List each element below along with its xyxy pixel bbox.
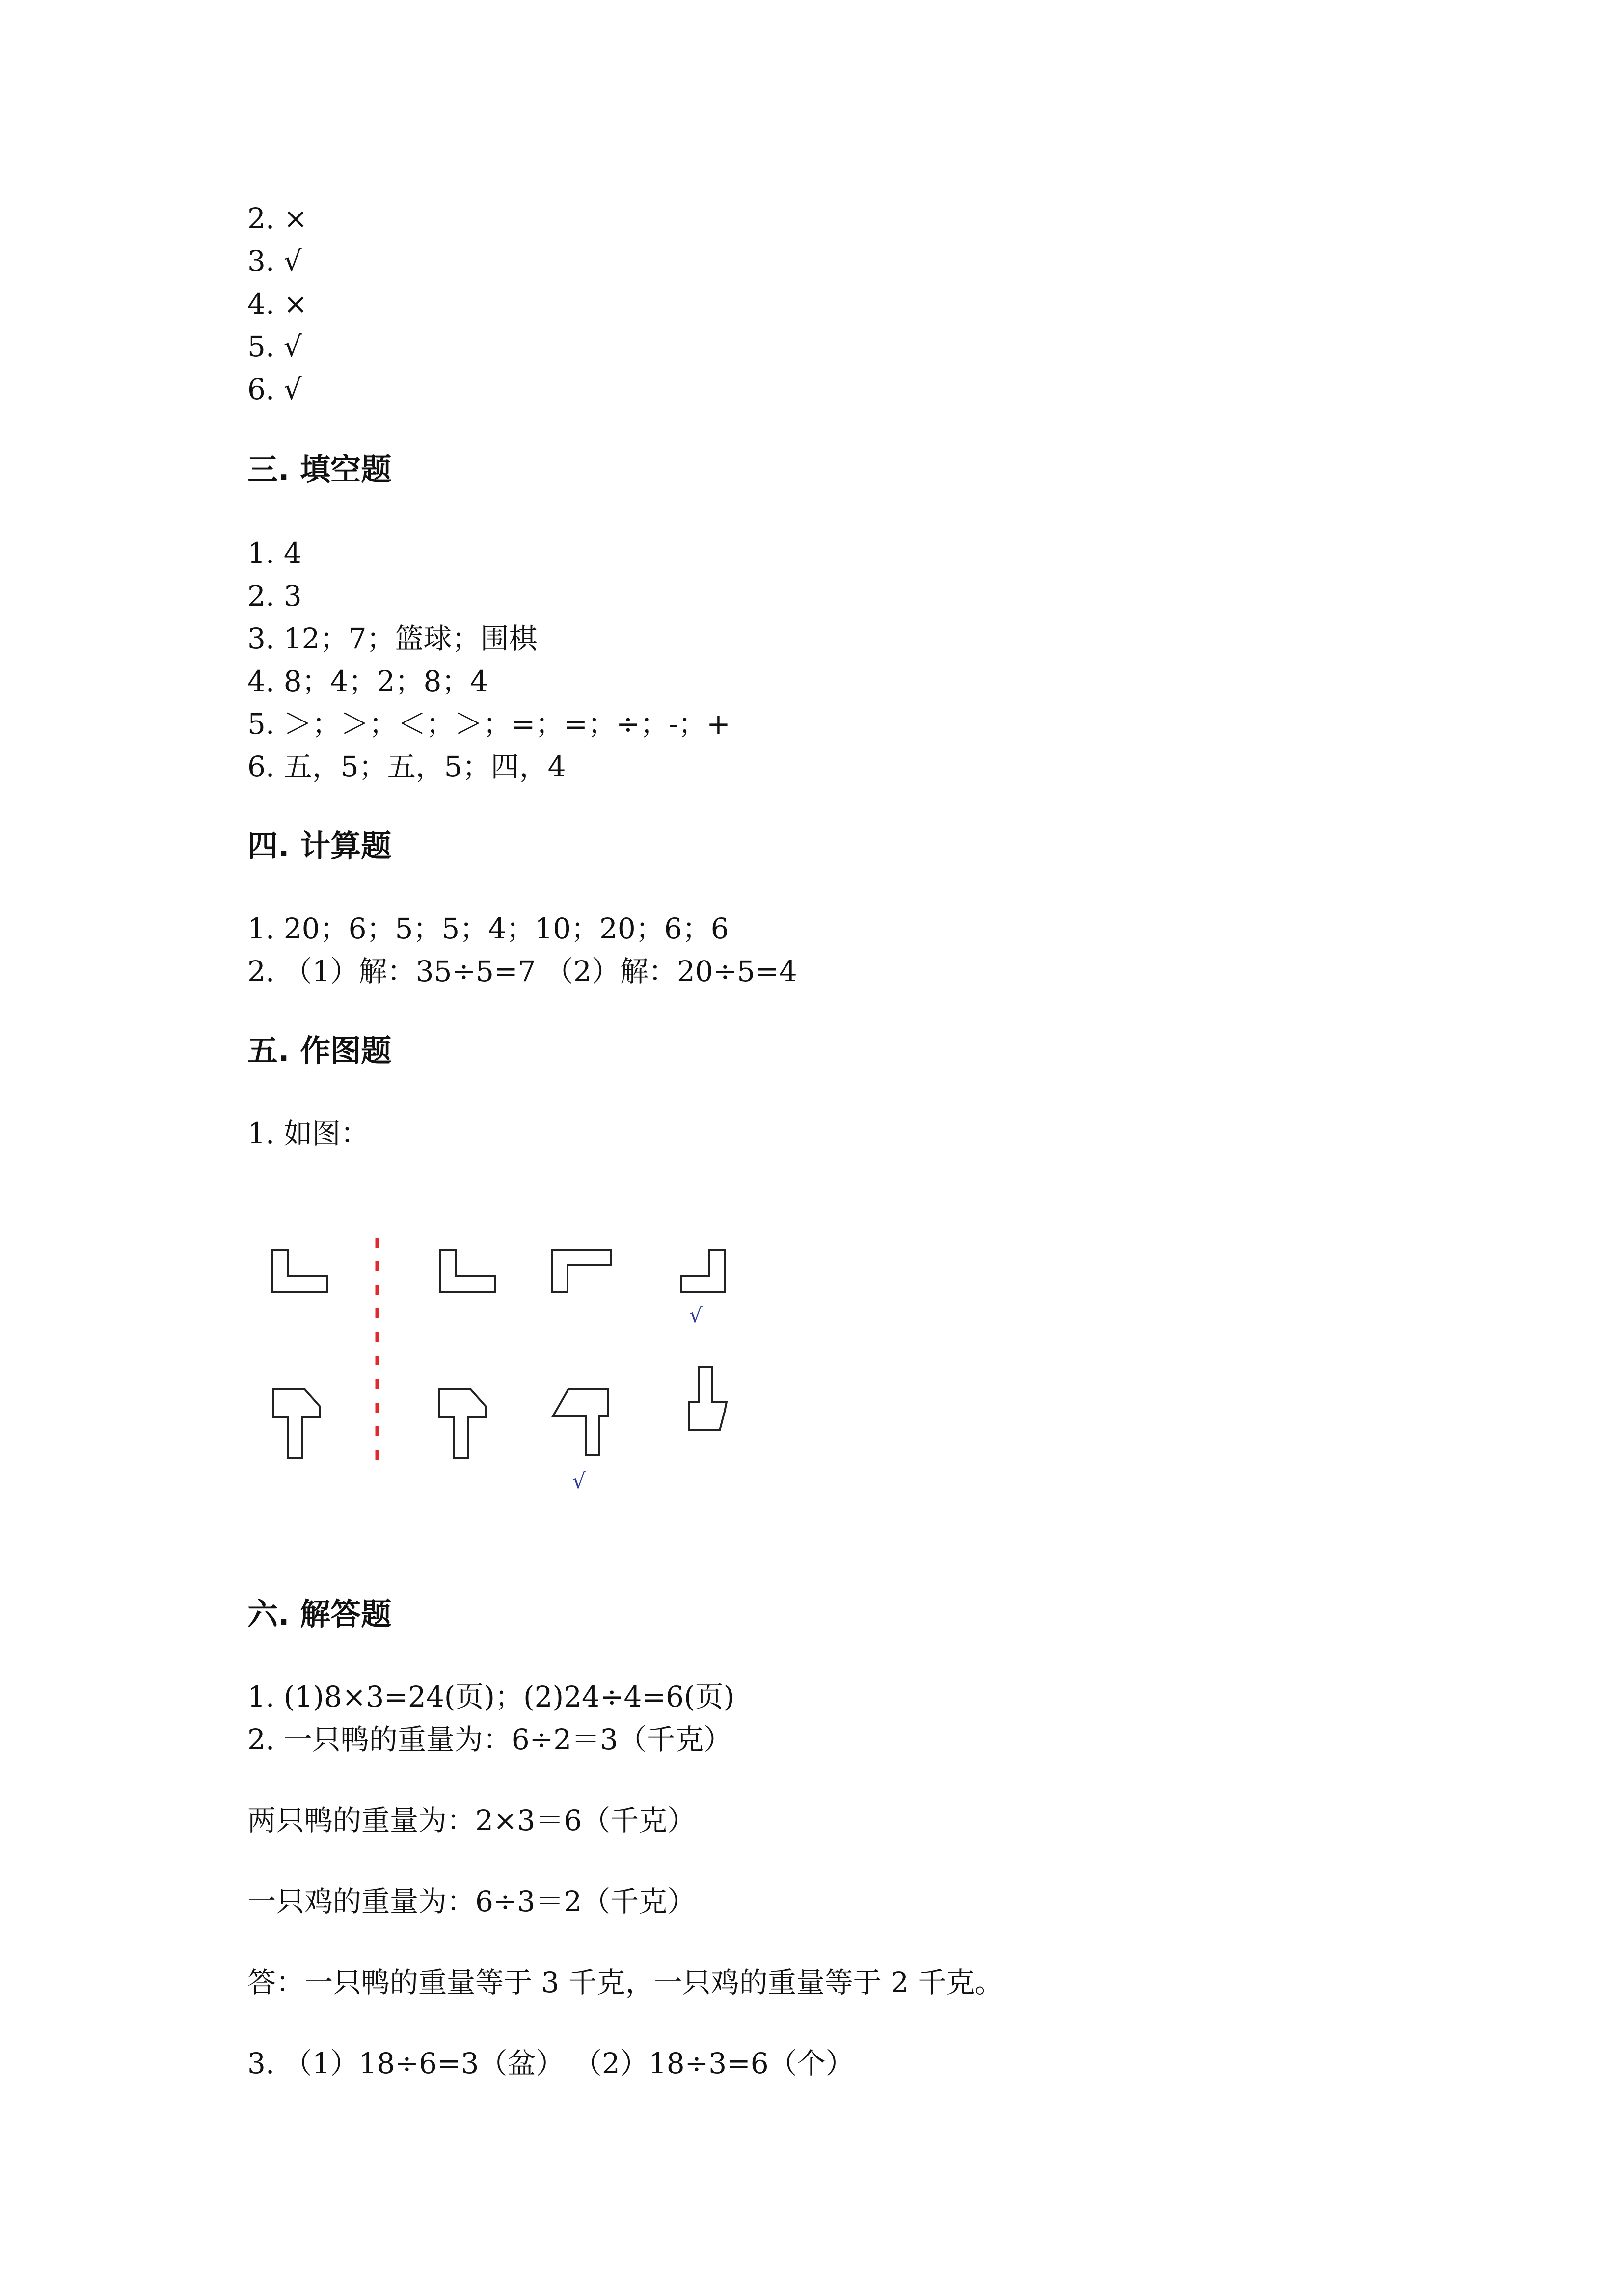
- l-shape-option-b: [552, 1250, 611, 1292]
- problem-answer-3: 3. （1）18÷6=3（盆） （2）18÷3=6（个）: [247, 2047, 854, 2080]
- l-shape-option-c: [681, 1250, 725, 1292]
- hammer-shape-option-a: [439, 1389, 486, 1458]
- section-heading-drawing: 五. 作图题: [247, 1033, 392, 1068]
- problem-answer-2-step-3: 一只鸡的重量为：6÷3＝2（千克）: [247, 1885, 696, 1918]
- drawing-answer-1: 1. 如图：: [247, 1117, 369, 1150]
- hammer-shape-option-c: [689, 1367, 727, 1430]
- fill-answer-2: 2. 3: [247, 579, 302, 613]
- judge-answer-4: 4. ×: [247, 287, 308, 320]
- l-shape-option-a: [440, 1250, 495, 1292]
- fill-answer-6: 6. 五，5；五，5；四，4: [247, 750, 566, 783]
- fill-answer-4: 4. 8；4；2；8；4: [247, 665, 488, 698]
- problem-answer-2-conclusion: 答：一只鸭的重量等于 3 千克，一只鸡的重量等于 2 千克。: [247, 1966, 1003, 1999]
- fill-answer-1: 1. 4: [247, 536, 302, 570]
- calc-answer-1: 1. 20；6；5；5；4；10；20；6；6: [247, 912, 729, 945]
- judge-answer-2: 2. ×: [247, 202, 308, 235]
- problem-answer-2: 2. 一只鸭的重量为：6÷2＝3（千克）: [247, 1723, 732, 1756]
- fill-answer-5: 5. ＞；＞；＜；＞；=；=；÷；-；+: [247, 707, 731, 741]
- judge-answer-6: 6. √: [247, 373, 302, 406]
- problem-answer-2-step-2: 两只鸭的重量为：2×3＝6（千克）: [247, 1804, 696, 1837]
- judge-answer-3: 3. √: [247, 244, 302, 278]
- judge-answer-5: 5. √: [247, 330, 302, 363]
- checkmark-row-1: √: [689, 1303, 703, 1327]
- fill-answer-3: 3. 12；7；篮球；围棋: [247, 622, 538, 655]
- section-heading-calculation: 四. 计算题: [247, 828, 392, 864]
- hammer-shape-original: [273, 1389, 320, 1458]
- l-shape-original: [272, 1250, 327, 1292]
- hammer-shape-option-b: [553, 1389, 608, 1455]
- problem-answer-1: 1. (1)8×3=24(页)；(2)24÷4=6(页): [247, 1680, 735, 1713]
- section-heading-problems: 六. 解答题: [247, 1596, 392, 1632]
- symmetry-figure: [247, 1217, 787, 1492]
- section-heading-fill-blank: 三. 填空题: [247, 452, 392, 487]
- calc-answer-2: 2. （1）解：35÷5=7 （2）解：20÷5=4: [247, 955, 797, 988]
- checkmark-row-2: √: [572, 1469, 586, 1492]
